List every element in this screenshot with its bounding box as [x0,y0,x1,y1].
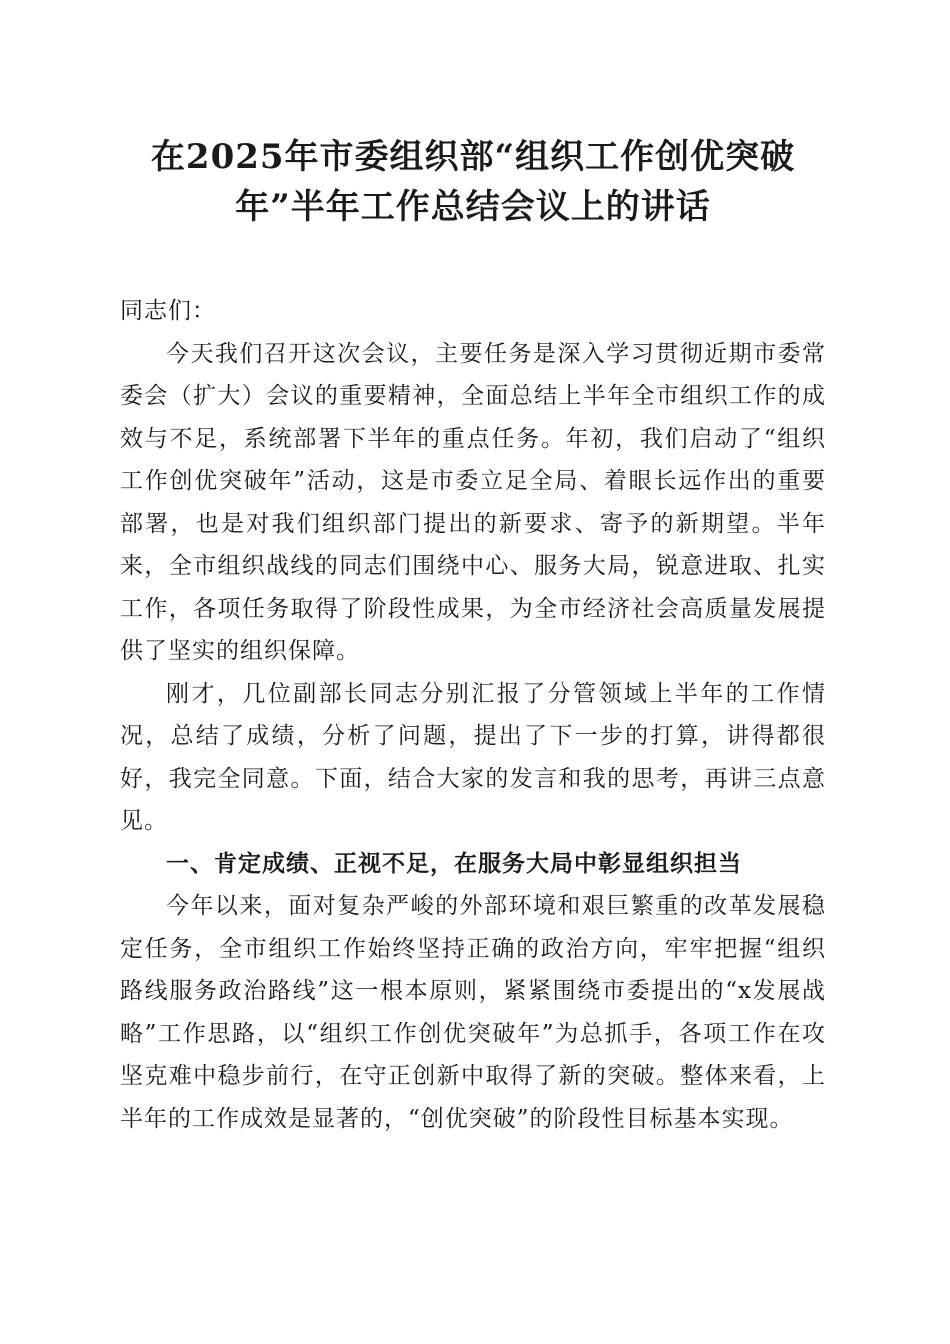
section-heading: 一、肯定成绩、正视不足，在服务大局中彰显组织担当 [166,850,742,877]
title-line-1: 在2025年市委组织部“组织工作创优突破 [150,137,796,177]
title-line-2: 年”半年工作总结会议上的讲话 [235,187,711,227]
document-body [120,290,826,1140]
salutation: 同志们： [120,298,216,324]
document-title [120,132,826,232]
document-page [120,132,826,1140]
paragraph-opening: 今天我们召开这次会议，主要任务是深入学习贯彻近期市委常委会（扩大）会议的重要精神，全面总结上半年全市组织工作的成效与不足，系统部署下半年的重点任务。年初，我们启动了“组织工作创优突破年”活动，这是市委立足全局、着眼长远作出的重要部署，也是对我们组织部门提出的新要求、寄予的新期望。半年来，全市组织战线的同志们围绕中心、服务大局，锐意进取、扎实工作，各项任务取得了阶段性成果，为全市经济社会高质量发展提供了坚实的组织保障。 [120,340,826,664]
paragraph-section-1: 今年以来，面对复杂严峻的外部环境和艰巨繁重的改革发展稳定任务，全市组织工作始终坚持正确的政治方向，牢牢把握“组织路线服务政治路线”这一根本原则，紧紧围绕市委提出的“x发展战略”工作思路，以“组织工作创优突破年”为总抓手，各项工作在攻坚克难中稳步前行，在守正创新中取得了新的突破。整体来看，上半年的工作成效是显著的，“创优突破”的阶段性目标基本实现。 [120,893,826,1132]
paragraph-transition: 刚才，几位副部长同志分别汇报了分管领域上半年的工作情况，总结了成绩，分析了问题，提出了下一步的打算，讲得都很好，我完全同意。下面，结合大家的发言和我的思考，再讲三点意见。 [120,680,826,834]
